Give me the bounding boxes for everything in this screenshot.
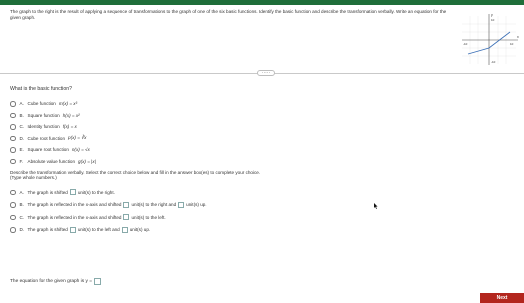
mouse-cursor-icon: [374, 203, 378, 209]
x-tick-pos: 10: [510, 42, 514, 46]
option-letter: C.: [19, 214, 25, 220]
option-c[interactable]: [10, 121, 96, 133]
y-tick-pos: 10: [491, 18, 495, 22]
option-formula: f(x) = x: [62, 124, 77, 130]
option-text-1: The graph is shifted: [27, 227, 68, 233]
answer-box[interactable]: [123, 214, 129, 220]
option-letter: E.: [19, 147, 24, 153]
top-bar: [0, 0, 524, 5]
y-axis-label: y: [491, 13, 493, 17]
transformation-options: [10, 186, 207, 236]
option-letter: D.: [19, 135, 25, 141]
answer-box[interactable]: [70, 189, 76, 195]
function-graph[interactable]: [458, 10, 520, 66]
answer-box[interactable]: [122, 227, 128, 233]
option-text-3: unit(s) up.: [129, 227, 151, 233]
x-tick-neg: -10: [463, 42, 468, 46]
option-letter: F.: [19, 158, 24, 164]
x-axis-label: x: [517, 35, 519, 39]
option-formula: h(x) = x²: [62, 112, 80, 118]
radio-button[interactable]: [10, 159, 16, 165]
answer-box[interactable]: [178, 202, 184, 208]
option-text-2: unit(s) to the right.: [77, 189, 115, 195]
option-formula: n(x) = √x: [71, 147, 90, 153]
option-text-3: unit(s) up.: [186, 202, 207, 208]
option-d[interactable]: [10, 133, 96, 145]
basic-function-options: [10, 98, 96, 167]
option-letter: B.: [19, 112, 24, 118]
transform-option-d[interactable]: [10, 224, 207, 237]
option-label: Cube function: [27, 101, 56, 107]
transform-option-c[interactable]: [10, 211, 207, 224]
option-label: Square function: [27, 112, 60, 118]
radio-button[interactable]: [10, 215, 16, 221]
y-tick-neg: -10: [491, 60, 496, 64]
option-f[interactable]: [10, 156, 96, 168]
option-label: Square root function: [27, 147, 69, 153]
equation-label: The equation for the given graph is y =: [10, 279, 92, 284]
next-button[interactable]: Next: [480, 293, 524, 303]
option-letter: A.: [19, 101, 24, 107]
option-label: Identity function: [27, 124, 60, 130]
radio-button[interactable]: [10, 190, 16, 196]
option-a[interactable]: [10, 98, 96, 110]
equation-answer-box[interactable]: [94, 278, 101, 285]
radio-button[interactable]: [10, 124, 16, 130]
option-text-2: unit(s) to the left and: [77, 227, 120, 233]
option-text-2: unit(s) to the right and: [131, 202, 177, 208]
option-letter: B.: [19, 202, 24, 208]
option-text-1: The graph is shifted: [27, 189, 68, 195]
radio-button[interactable]: [10, 113, 16, 119]
option-letter: A.: [19, 189, 24, 195]
option-label: Absolute value function: [27, 158, 76, 164]
answer-box[interactable]: [70, 227, 76, 233]
option-text-1: The graph is reflected in the x-axis and shifted: [27, 214, 122, 220]
equation-row: [10, 278, 101, 285]
radio-button[interactable]: [10, 136, 16, 142]
radio-button[interactable]: [10, 202, 16, 208]
describe-text: Describe the transformation verbally. Select the correct choice below and fill in the answer box(es) to complete your choice.: [10, 170, 261, 175]
option-formula: g(x) = |x|: [78, 158, 96, 164]
problem-statement: The graph to the right is the result of applying a sequence of transformations to the graph of one of the six basic functions. Identify the basic function and describe the transformation verbally. Write an equation for the given graph.: [10, 9, 447, 20]
option-e[interactable]: [10, 144, 96, 156]
radio-button[interactable]: [10, 147, 16, 153]
option-label: Cube root function: [27, 135, 66, 141]
option-b[interactable]: [10, 110, 96, 122]
basic-function-question: What is the basic function?: [10, 86, 72, 92]
describe-hint: (Type whole numbers.): [10, 175, 57, 181]
describe-instructions: [10, 170, 440, 181]
option-letter: D.: [19, 227, 25, 233]
expand-more-button[interactable]: ·····: [257, 70, 275, 76]
transform-option-a[interactable]: [10, 186, 207, 199]
option-letter: C.: [19, 124, 25, 130]
option-formula: m(x) = x³: [58, 101, 78, 107]
answer-box[interactable]: [123, 202, 129, 208]
option-text-2: unit(s) to the left.: [131, 214, 166, 220]
option-text-1: The graph is reflected in the x-axis and shifted: [27, 202, 122, 208]
transform-option-b[interactable]: [10, 199, 207, 212]
radio-button[interactable]: [10, 227, 16, 233]
option-formula: p(x) = ∛x: [68, 135, 87, 141]
radio-button[interactable]: [10, 101, 16, 107]
